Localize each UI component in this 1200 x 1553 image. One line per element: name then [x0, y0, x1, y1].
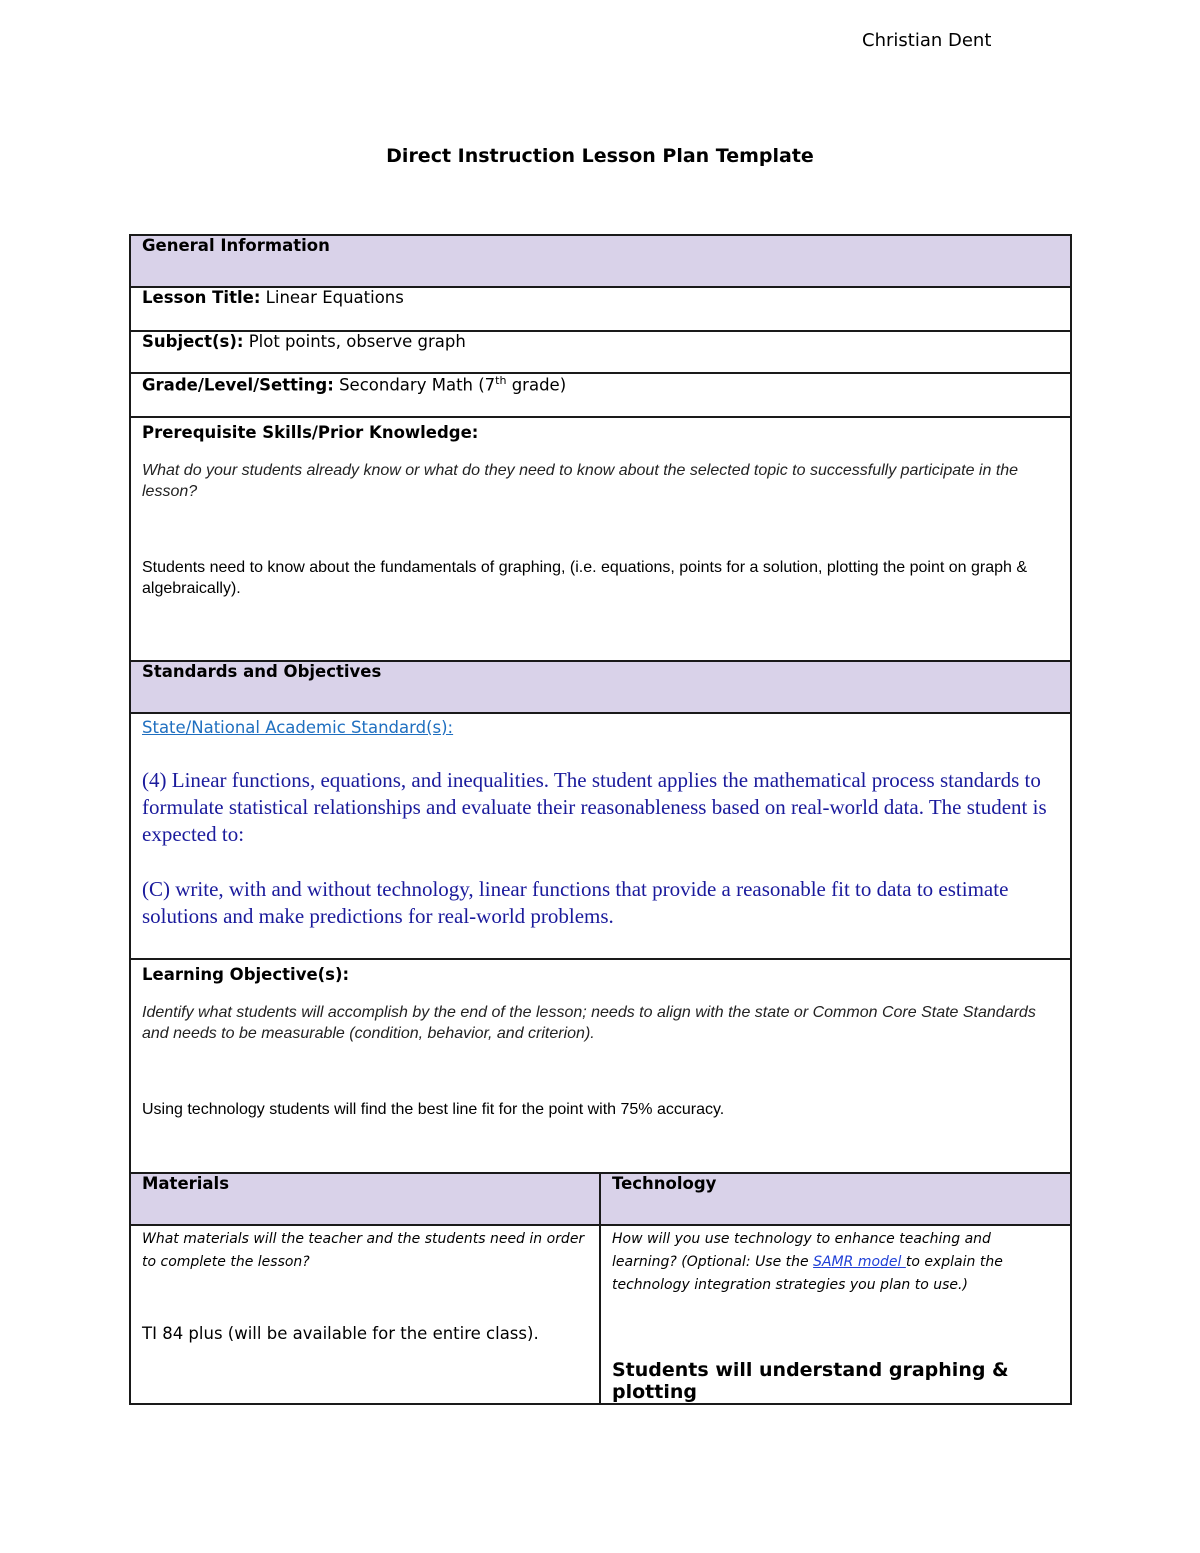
materials-answer: TI 84 plus (will be available for the entire class).: [142, 1324, 539, 1343]
subjects-value: Plot points, observe graph: [243, 332, 466, 351]
technology-answer: Students will understand graphing & plotting: [612, 1359, 1009, 1403]
lesson-title-row: [130, 287, 1071, 331]
general-information-heading: General Information: [130, 235, 1071, 287]
learning-objective-row: [130, 959, 1071, 1173]
prerequisite-prompt: What do your students already know or what do they need to know about the selected topic to successfully participate in the lesson?: [142, 462, 1019, 500]
materials-prompt: What materials will the teacher and the students need in order to complete the lesson?: [142, 1231, 585, 1270]
materials-cell: [130, 1225, 600, 1404]
samr-model-link[interactable]: SAMR model: [813, 1254, 906, 1270]
learning-objective-prompt: Identify what students will accomplish by the end of the lesson; needs to align with the state or Common Core State Standards and needs to be measurable (condition, behavior, and criterion).: [142, 1004, 1036, 1042]
technology-heading: Technology: [600, 1173, 1071, 1225]
lesson-title-value: Linear Equations: [260, 288, 404, 307]
standards-heading: Standards and Objectives: [130, 661, 1071, 713]
technology-cell: [600, 1225, 1071, 1404]
learning-objective-answer: Using technology students will find the best line fit for the point with 75% accuracy.: [142, 1101, 725, 1118]
general-information-header-row: [130, 235, 1071, 287]
lesson-title-label: Lesson Title:: [142, 288, 261, 307]
standard-c-text: (C) write, with and without technology, linear functions that provide a reasonable fit to data to estimate solutions and make predictions for real-world problems.: [142, 877, 1009, 928]
standard-4-text: (4) Linear functions, equations, and inequalities. The student applies the mathematical process standards to formulate statistical relationships and evaluate their reasonableness based on real-world data. The student is expected to:: [142, 768, 1047, 846]
prerequisite-label: Prerequisite Skills/Prior Knowledge:: [142, 423, 479, 442]
standards-header-row: [130, 661, 1071, 713]
subjects-label: Subject(s):: [142, 332, 244, 351]
subjects-row: [130, 331, 1071, 373]
grade-value: Secondary Math (7: [333, 375, 496, 395]
technology-prompt-start: How will you use technology to enhance teaching and learning? (Optional: Use the: [612, 1231, 991, 1270]
grade-label: Grade/Level/Setting:: [142, 375, 334, 395]
standards-link[interactable]: State/National Academic Standard(s):: [142, 718, 454, 737]
materials-technology-row: [130, 1225, 1071, 1404]
technology-prompt-end: to explain the technology integration strategies you plan to use.): [612, 1254, 1003, 1293]
grade-row: [130, 373, 1071, 417]
standards-row: [130, 713, 1071, 959]
grade-superscript: th: [495, 374, 507, 387]
grade-value-end: grade): [506, 375, 567, 395]
materials-technology-header-row: [130, 1173, 1071, 1225]
learning-objective-label: Learning Objective(s):: [142, 965, 350, 984]
prerequisite-answer: Students need to know about the fundamentals of graphing, (i.e. equations, points for a solution, plotting the point on graph & algebraically).: [142, 559, 1028, 597]
document-title: Direct Instruction Lesson Plan Template: [386, 145, 814, 167]
lesson-plan-table: [129, 234, 1072, 1405]
prerequisite-row: [130, 417, 1071, 661]
technology-prompt: [612, 1228, 1059, 1297]
materials-heading: Materials: [130, 1173, 600, 1225]
author-name: Christian Dent: [862, 30, 992, 51]
